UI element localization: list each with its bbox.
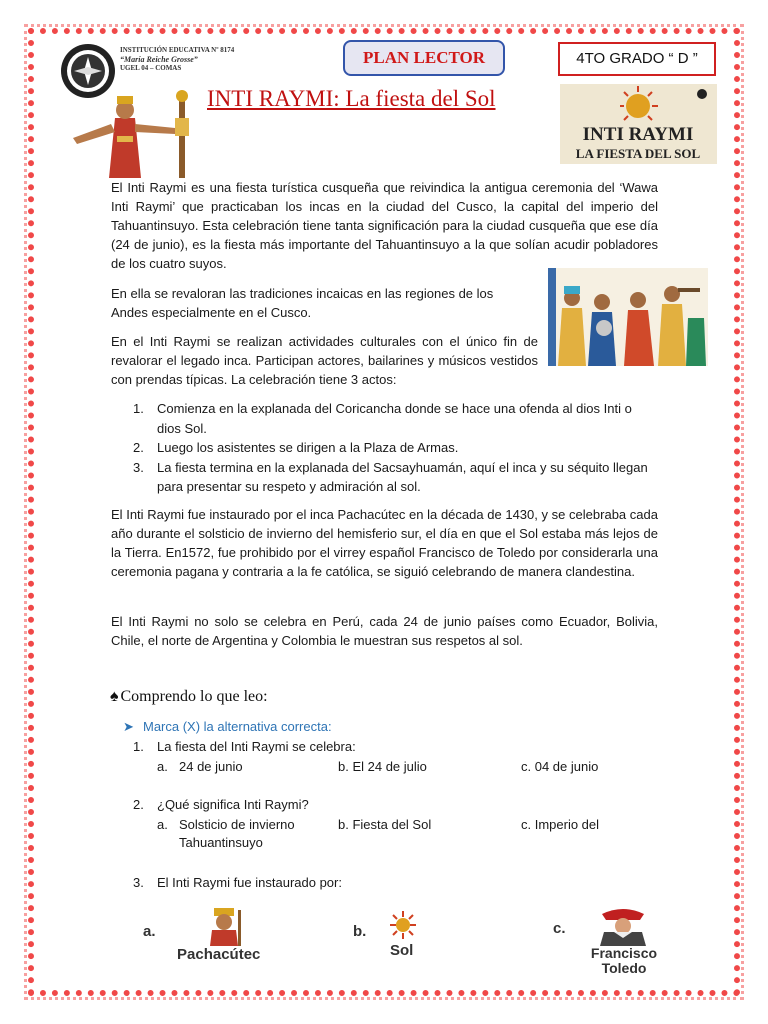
acts-list <box>111 399 658 497</box>
q2-option-a[interactable]: Solsticio de invierno <box>179 817 295 832</box>
question-3: El Inti Raymi fue instaurado por: <box>157 875 342 890</box>
list-item: 2. Luego los asistentes se dirigen a la Plaza de Armas. <box>133 440 459 455</box>
q1-option-a[interactable]: 24 de junio <box>179 759 243 774</box>
q3-option-b-letter[interactable]: b. <box>353 923 367 940</box>
sun-icon[interactable] <box>388 911 418 939</box>
question-1: La fiesta del Inti Raymi se celebra: <box>157 739 356 754</box>
francisco-toledo-icon[interactable] <box>590 906 656 946</box>
q3-option-c[interactable]: Francisco Toledo <box>590 945 658 976</box>
paragraph-activities: En el Inti Raymi se realizan actividades culturales con el único fin de revalorar el legado inca. Participan actores, bailarines y músicos vestidos con prendas típicas. La celebración tiene 3 actos: <box>111 334 538 387</box>
q1-option-b[interactable]: b. El 24 de julio <box>338 759 427 774</box>
q1-option-c[interactable]: c. 04 de junio <box>521 759 599 774</box>
plan-lector-badge: PLAN LECTOR <box>343 40 505 76</box>
instruction: ➤ Marca (X) la alternativa correcta: <box>123 719 332 734</box>
q2-option-c[interactable]: c. Imperio del <box>521 817 600 832</box>
arrow-bullet-icon: ➤ <box>123 719 134 734</box>
list-item: 1. Comienza en la explanada del Coricancha donde se hace una ofenda al dios Inti o dios Sol. <box>133 401 632 436</box>
paragraph-history: El Inti Raymi fue instaurado por el inca Pachacútec en la década de 1430, y se celebraba cada año durante el solsticio de invierno del hemisferio sur, el día en que el Sol estaba más lejos de la Tierra. En1572, fue prohibido por el virrey español Francisco de Toledo por considerarla una ceremonia pagana y contraria a la fe católica, se siguió celebrando de manera clandestina. <box>111 507 658 579</box>
q2-option-a-letter[interactable]: a. <box>157 817 168 832</box>
pachacutec-icon[interactable] <box>202 906 246 946</box>
paragraph-traditions: En ella se revaloran las tradiciones incaicas en las regiones de los Andes especialmente en el Cusco. <box>111 286 494 320</box>
grade-box: 4TO GRADO “ D ” <box>558 42 716 76</box>
banner-line1: INTI RAYMI <box>582 124 694 145</box>
q3-option-a[interactable]: Pachacútec <box>177 946 261 963</box>
q3-option-a-letter[interactable]: a. <box>143 923 156 940</box>
spade-icon: ♠ <box>110 688 119 705</box>
dancers-illustration <box>548 268 708 366</box>
school-name: INSTITUCIÓN EDUCATIVA Nº 8174 “María Reiche Grosse” UGEL 04 – COMAS <box>120 46 235 72</box>
section-heading: ♠ Comprendo lo que leo: <box>110 688 268 705</box>
q3-option-c-letter[interactable]: c. <box>553 920 566 937</box>
list-item: 3. La fiesta termina en la explanada del Sacsayhuamán, aquí el inca y su séquito llegan para presentar su respeto y admiración al sol. <box>133 459 648 494</box>
q2-option-b[interactable]: b. Fiesta del Sol <box>338 817 432 832</box>
question-3-num: 3. <box>133 875 144 890</box>
inti-raymi-banner <box>560 84 717 164</box>
page-title: INTI RAYMI: La fiesta del Sol <box>207 86 496 111</box>
q3-option-b[interactable]: Sol <box>390 942 414 959</box>
question-2-num: 2. <box>133 797 144 812</box>
paragraph-intro: El Inti Raymi es una fiesta turística cusqueña que reivindica la antigua ceremonia del ‘Wawa Inti Raymi’ que practicaban los incas en la ciudad del Cusco, la capital del imperio del Tahuantinsuyo. Esta celebración tiene tanta significación para la ciudad cusqueña que ese día (24 de junio), es la fiesta más importante del Tahuantinsuyo a la que solían acudir pobladores de los cuatro suyos. <box>111 180 658 271</box>
question-1-num: 1. <box>133 739 144 754</box>
banner-line2: LA FIESTA DEL SOL <box>575 146 701 161</box>
q1-option-a-letter[interactable]: a. <box>157 759 168 774</box>
inca-figure-illustration <box>55 88 205 178</box>
paragraph-countries: El Inti Raymi no solo se celebra en Perú, cada 24 de junio países como Ecuador, Bolivia, Chile, el norte de Argentina y Colombia le muestran sus respetos al sol. <box>111 614 658 648</box>
q2-option-a-cont[interactable]: Tahuantinsuyo <box>179 835 263 850</box>
question-2: ¿Qué significa Inti Raymi? <box>157 797 309 812</box>
